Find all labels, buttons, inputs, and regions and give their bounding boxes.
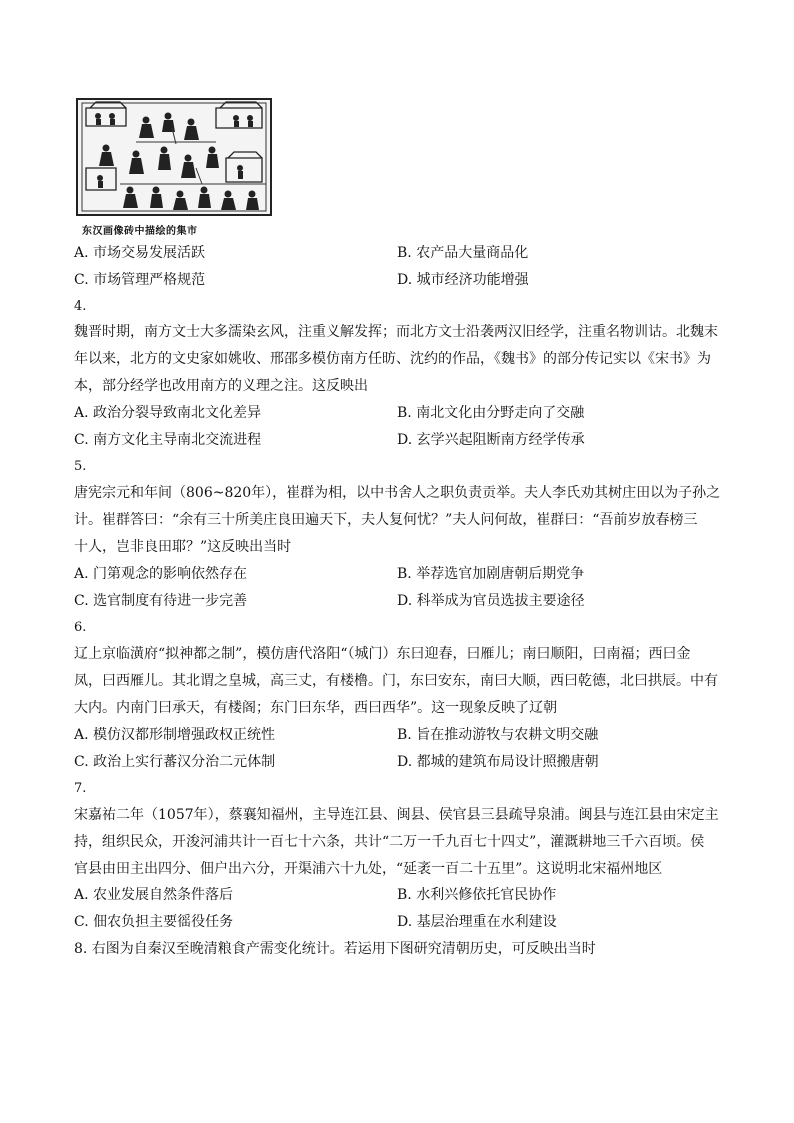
q4-stem-line: 本，部分经学也改用南方的义理之注。这反映出 <box>74 378 368 394</box>
q4-option-c: C. 南方文化主导南北交流进程 <box>74 432 262 448</box>
q7-stem-line: 官县由田主出四分、佃户出六分，开渠浦六十九处，“延袤一百二十五里”。这说明北宋福州地区 <box>74 861 663 877</box>
q5-option-b: B. 举荐选官加剧唐朝后期党争 <box>397 566 585 582</box>
q4-stem-line: 魏晋时期，南方文士大多濡染玄风，注重义解发挥；而北方文士沿袭两汉旧经学，注重名物训诂。北魏末 <box>74 324 718 340</box>
q7-stem-line: 持，组织民众，开浚河浦共计一百七十六条，共计“二万一千九百七十四丈”，灌溉耕地三千六百顷。侯 <box>74 834 705 850</box>
q5-option-a: A. 门第观念的影响依然存在 <box>74 566 248 582</box>
q3-option-d: D. 城市经济功能增强 <box>397 272 529 288</box>
q3-option-b: B. 农产品大量商品化 <box>397 245 529 261</box>
q6-stem-line: 大内。内南门曰承天，有楼阁；东门曰东华，西曰西华”。这一现象反映了辽朝 <box>74 700 558 716</box>
q3-option-c: C. 市场管理严格规范 <box>74 272 206 288</box>
q6-option-a: A. 模仿汉都形制增强政权正统性 <box>74 727 276 743</box>
q5-option-d: D. 科举成为官员选拔主要途径 <box>397 593 585 609</box>
q3-option-a: A. 市场交易发展活跃 <box>74 245 206 261</box>
q6-option-c: C. 政治上实行蕃汉分治二元体制 <box>74 754 276 770</box>
q5-number: 5. <box>74 459 87 474</box>
q7-option-c: C. 佃农负担主要徭役任务 <box>74 914 234 930</box>
q4-option-b: B. 南北文化由分野走向了交融 <box>397 405 585 421</box>
q6-stem-line: 辽上京临潢府“拟神都之制”，模仿唐代洛阳“（城门）东曰迎春，曰雁儿；南曰顺阳，曰南福；西曰金 <box>74 646 691 662</box>
q4-number: 4. <box>74 299 87 314</box>
figure-caption: 东汉画像砖中描绘的集市 <box>82 226 198 237</box>
q7-stem-line: 宋嘉祐二年（1057年），蔡襄知福州，主导连江县、闽县、侯官县三县疏导泉浦。闽县与连江县由宋定主 <box>74 807 719 823</box>
q6-option-b: B. 旨在推动游牧与农耕文明交融 <box>397 727 599 743</box>
q7-number: 7. <box>74 781 87 796</box>
q5-stem-line: 计。崔群答曰：“余有三十所美庄良田遍天下，夫人复何忧？”夫人问何故，崔群曰：“吾前岁放春榜三 <box>74 512 698 528</box>
q8-stem-line: 8. 右图为自秦汉至晚清粮食产需变化统计。若运用下图研究清朝历史，可反映出当时 <box>74 941 596 957</box>
q6-option-d: D. 都城的建筑布局设计照搬唐朝 <box>397 754 599 770</box>
q7-option-a: A. 农业发展自然条件落后 <box>74 887 234 903</box>
market-relief-illustration <box>76 98 272 216</box>
q7-option-b: B. 水利兴修依托官民协作 <box>397 887 557 903</box>
q5-stem-line: 十人，岂非良田耶？”这反映出当时 <box>74 539 292 555</box>
q6-stem-line: 凤，曰西雁儿。其北谓之皇城，高三丈，有楼橹。门，东曰安东，南曰大顺，西曰乾德，北曰拱辰。中有 <box>74 673 718 689</box>
q5-stem-line: 唐宪宗元和年间（806~820年），崔群为相，以中书舍人之职负责贡举。夫人李氏劝其树庄田以为子孙之 <box>74 485 721 501</box>
q4-option-d: D. 玄学兴起阻断南方经学传承 <box>397 432 585 448</box>
q7-option-d: D. 基层治理重在水利建设 <box>397 914 557 930</box>
q4-stem-line: 年以来，北方的文史家如姚收、邢邵多模仿南方任昉、沈约的作品，《魏书》的部分传记实以《宋书》为 <box>74 351 711 367</box>
q5-option-c: C. 选官制度有待进一步完善 <box>74 593 248 609</box>
q6-number: 6. <box>74 620 87 635</box>
q4-option-a: A. 政治分裂导致南北文化差异 <box>74 405 262 421</box>
